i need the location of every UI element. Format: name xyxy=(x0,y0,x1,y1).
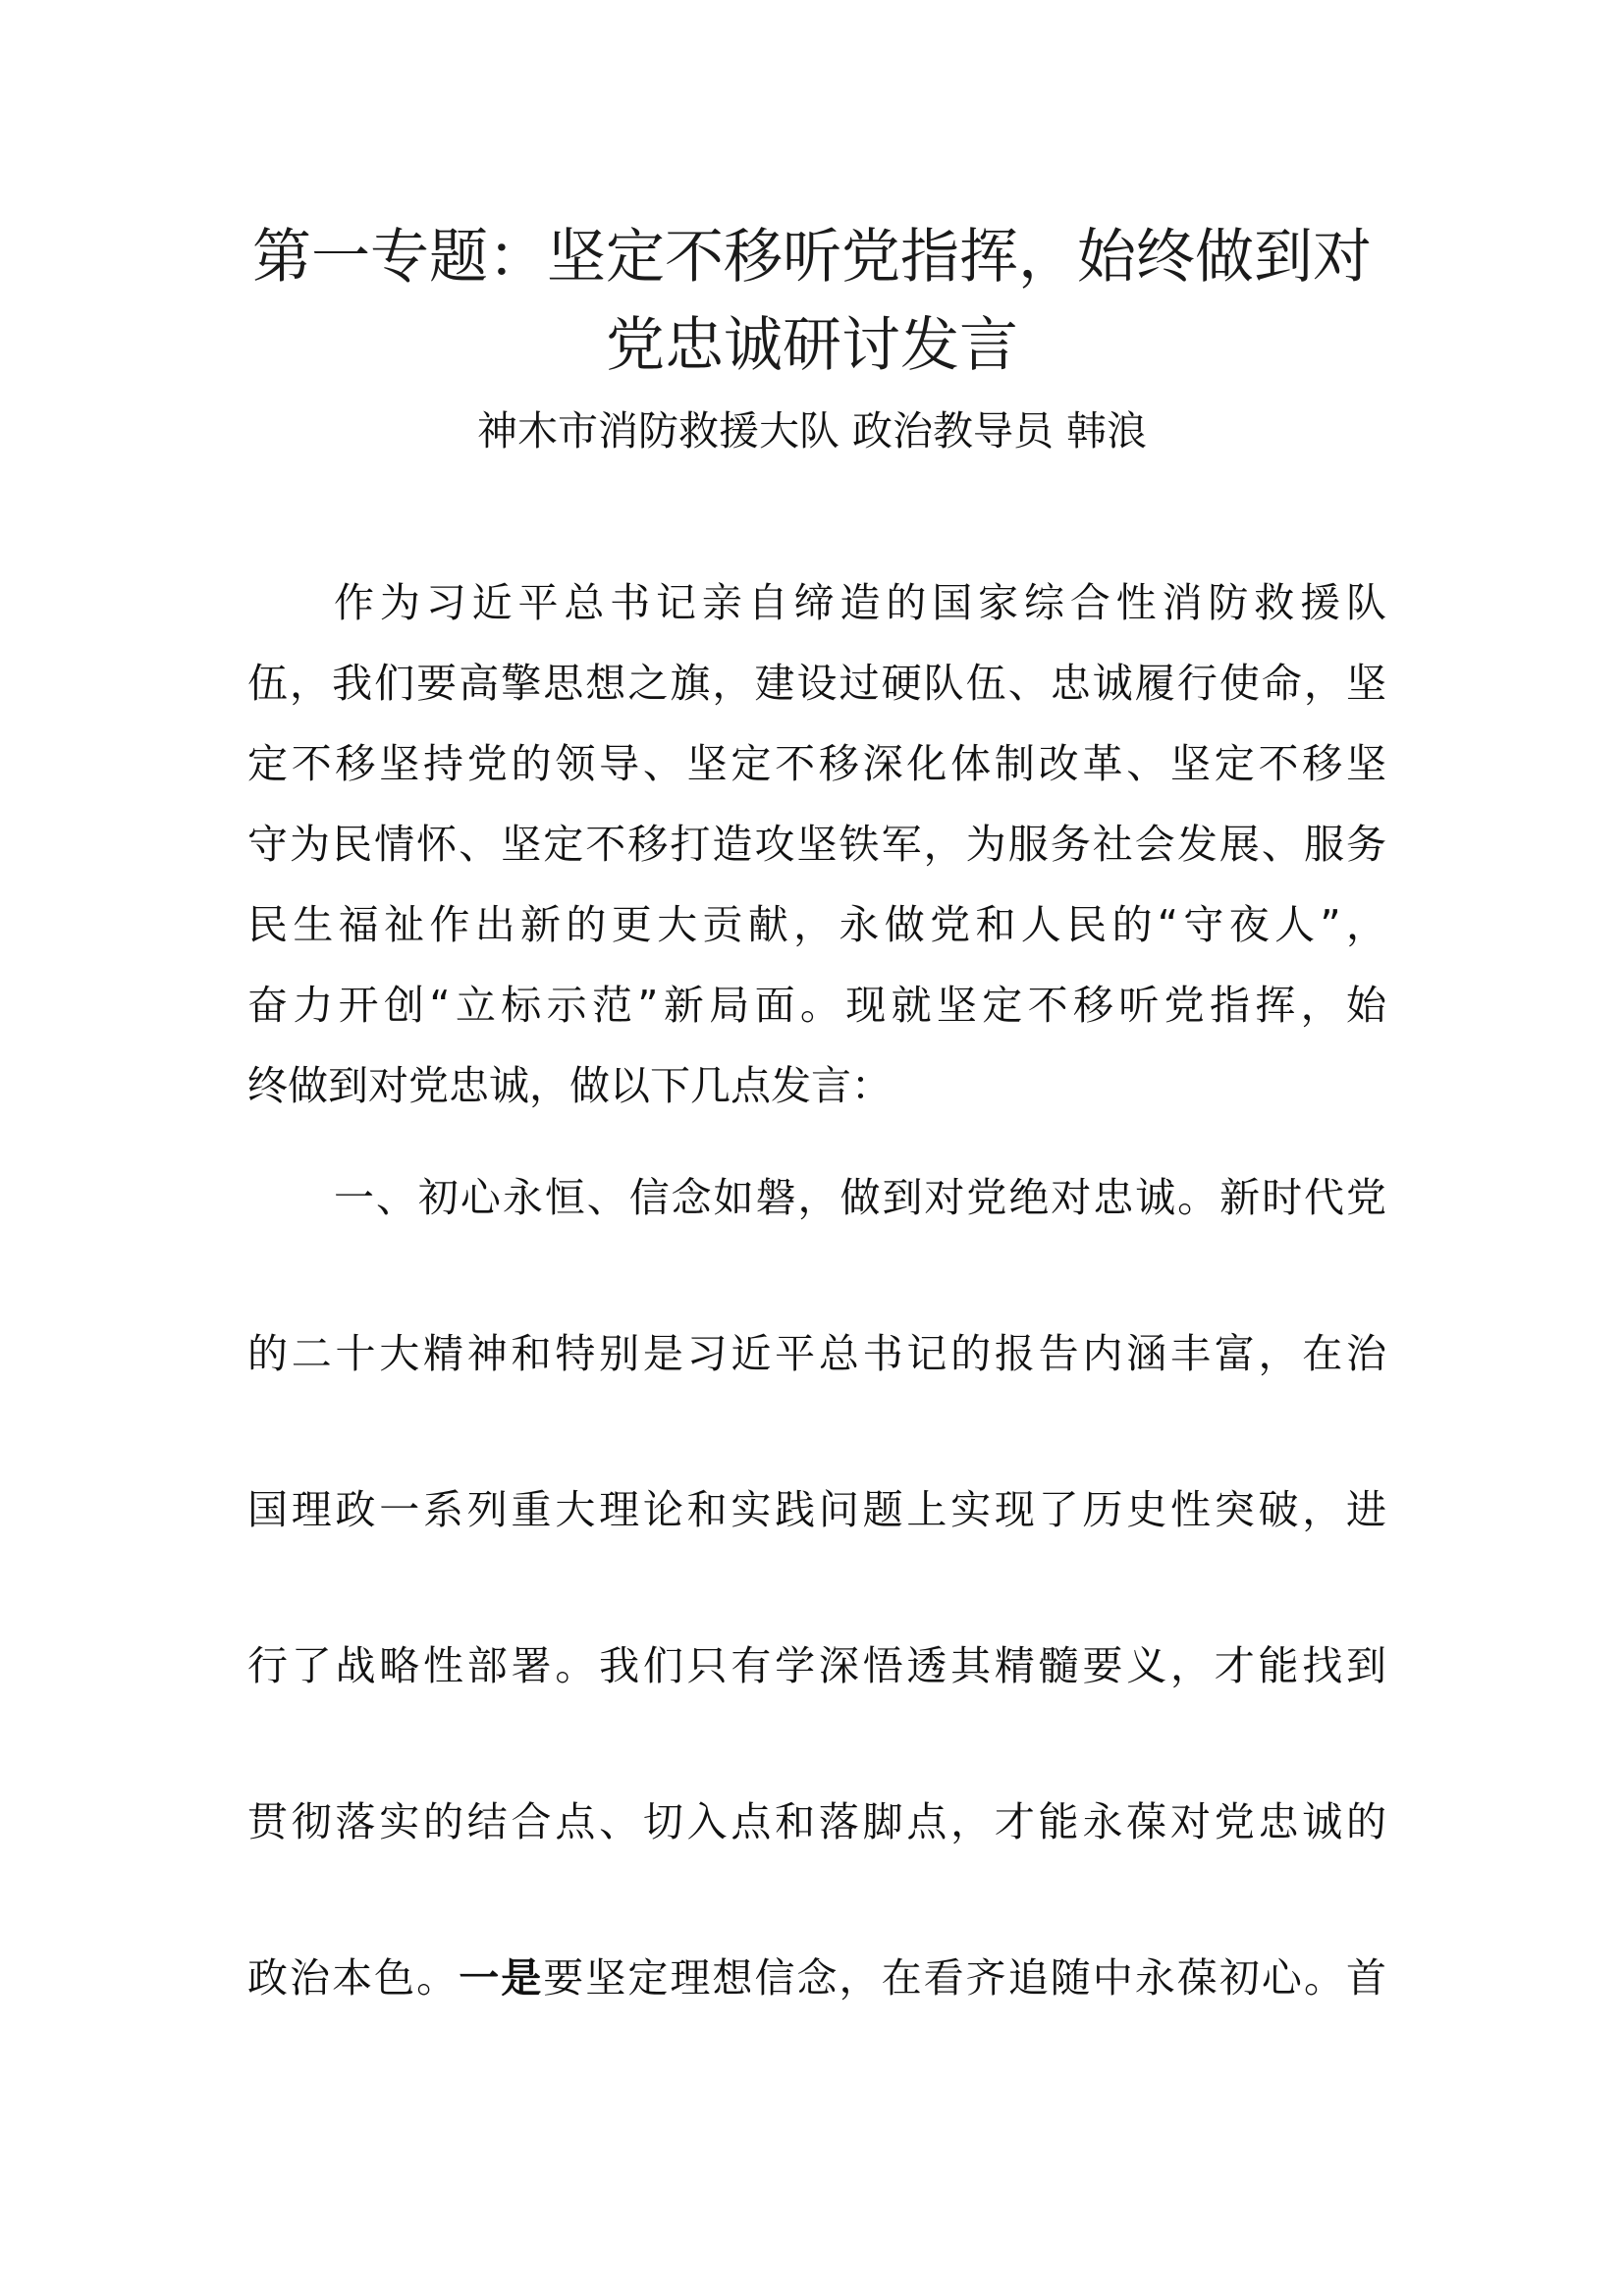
bold-text-run: 一是 xyxy=(459,1954,544,2002)
paragraph-line: 作为习近平总书记亲自缔造的国家综合性消防救援队 xyxy=(334,579,1386,626)
paragraph-line: 贯彻落实的结合点、切入点和落脚点，才能永葆对党忠诚的 xyxy=(247,1798,1386,1845)
title-line-2: 党忠诚研讨发言 xyxy=(606,311,1018,380)
paragraph-line: 行了战略性部署。我们只有学深悟透其精髓要义，才能找到 xyxy=(247,1642,1386,1689)
text-run: 政治本色。 xyxy=(247,1954,460,2002)
paragraph-line: 守为民情怀、坚定不移打造攻坚铁军，为服务社会发展、服务 xyxy=(247,821,1386,868)
paragraph-line: 终做到对党忠诚，做以下几点发言： xyxy=(247,1062,892,1109)
paragraph-line: 民生福祉作出新的更大贡献，永做党和人民的“守夜人”， xyxy=(247,901,1386,948)
paragraph-line: 伍，我们要高擎思想之旗，建设过硬队伍、忠诚履行使命，坚 xyxy=(247,660,1386,707)
paragraph-line: 一、初心永恒、信念如磐，做到对党绝对忠诚。新时代党 xyxy=(334,1174,1386,1221)
paragraph-line: 国理政一系列重大理论和实践问题上实现了历史性突破，进 xyxy=(247,1486,1386,1533)
paragraph-line: 奋力开创“立标示范”新局面。现就坚定不移听党指挥，始 xyxy=(247,982,1386,1029)
title-line-1: 第一专题：坚定不移听党指挥，始终做到对 xyxy=(252,223,1372,292)
paragraph-line: 定不移坚持党的领导、坚定不移深化体制改革、坚定不移坚 xyxy=(247,740,1386,787)
paragraph-line: 的二十大精神和特别是习近平总书记的报告内涵丰富，在治 xyxy=(247,1330,1386,1377)
author-line: 神木市消防救援大队 政治教导员 韩浪 xyxy=(476,407,1148,454)
text-run: 要坚定理想信念，在看齐追随中永葆初心。首 xyxy=(543,1954,1387,2002)
paragraph-line-last xyxy=(247,1954,1387,2002)
